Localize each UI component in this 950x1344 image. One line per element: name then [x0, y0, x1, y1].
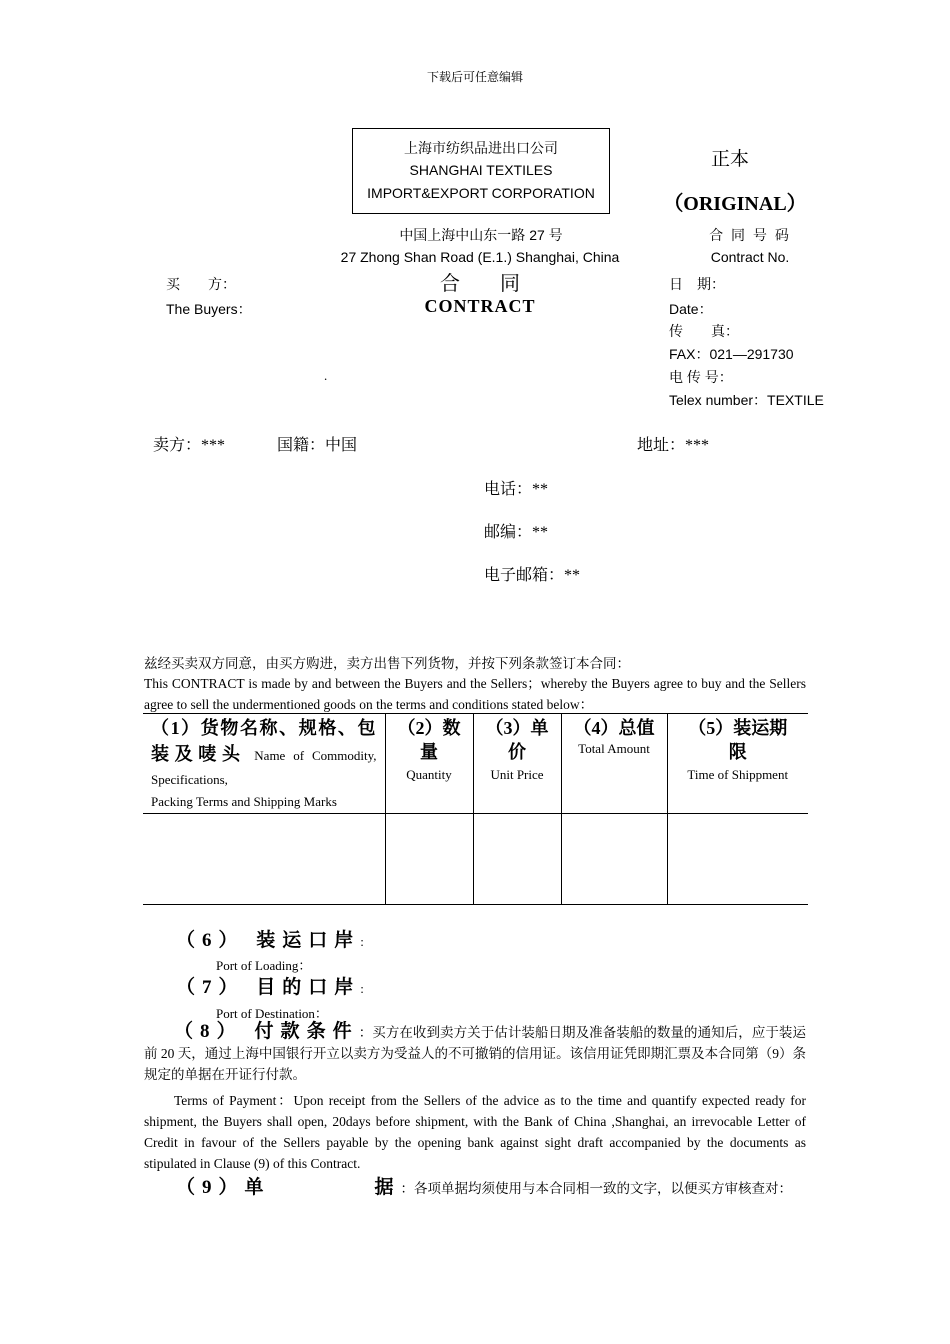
- clause-6-colon: :: [360, 934, 364, 949]
- cell-total-amount[interactable]: [561, 814, 667, 905]
- seller-email: 电子邮箱：**: [484, 567, 581, 584]
- clause-6-en: Port of Loading：: [216, 958, 312, 973]
- contract-no-label-cn: 合 同 号 码: [709, 227, 791, 243]
- buyers-label-cn: 买 方：: [166, 276, 236, 292]
- intro-text-cn: 兹经买卖双方同意，由买方购进，卖方出售下列货物，并按下列条款签订本合同：: [144, 656, 630, 671]
- clause-8-cn: ：买方在收到卖方关于估计装船日期及准备装船的数量的通知后，应于装运前 20 天，通过上海中国银行开立以卖方为受益人的不可撤销的信用证。该信用证凭即期汇票及本合同第（9）条规定的单据在开证行付款。: [144, 1025, 806, 1082]
- col-total-amount-cn: （4）总值: [573, 718, 655, 738]
- cell-quantity[interactable]: [385, 814, 473, 905]
- company-name-en-line2: IMPORT&EXPORT CORPORATION: [367, 185, 595, 201]
- clause-9-title-a: （9）单: [176, 1177, 271, 1198]
- clause-6-title: （6） 装运口岸: [176, 930, 361, 951]
- col-shipment-time-header: [667, 714, 808, 814]
- col-total-amount-en: Total Amount: [578, 741, 650, 756]
- company-letterhead-box: [352, 128, 610, 214]
- clause-8-title: （8） 付款条件: [174, 1021, 359, 1042]
- clause-7-title: （7） 目的口岸: [176, 977, 361, 998]
- seller-postcode: 邮编：**: [484, 524, 549, 541]
- date-label-cn: 日 期：: [669, 276, 725, 292]
- company-address-en: 27 Zhong Shan Road (E.1.) Shanghai, China: [340, 249, 620, 265]
- clause-7-heading: [176, 972, 364, 999]
- stray-dot: .: [324, 368, 328, 383]
- buyers-label-en: The Buyers：: [166, 301, 252, 317]
- fax-number: FAX：021—291730: [669, 346, 794, 362]
- clause-9-heading: [176, 1172, 792, 1199]
- col-quantity-cn: （2）数量: [397, 718, 461, 762]
- col-commodity-en2: Packing Terms and Shipping Marks: [151, 794, 337, 809]
- seller-phone: 电话：**: [484, 481, 549, 498]
- clause-7-colon: :: [360, 981, 364, 996]
- clause-6-heading: [176, 925, 364, 952]
- col-total-amount-header: [561, 714, 667, 814]
- contract-no-label-en: Contract No.: [710, 249, 790, 265]
- col-unit-price-header: [473, 714, 561, 814]
- contract-title-cn: 合 同: [440, 273, 520, 295]
- clause-8-cn-paragraph: [144, 1021, 806, 1085]
- telex-number: Telex number：TEXTILE: [669, 392, 824, 408]
- col-quantity-header: [385, 714, 473, 814]
- seller-name: 卖方：***: [153, 437, 226, 454]
- contract-title-en: CONTRACT: [424, 296, 536, 316]
- clause-9-title-b: 据: [374, 1177, 401, 1198]
- col-commodity-cn: （1）货物名称、规格、包装及唛头: [151, 718, 377, 764]
- clause-7-en: Port of Destination：: [216, 1006, 328, 1021]
- cell-unit-price[interactable]: [473, 814, 561, 905]
- company-address-cn: 中国上海中山东一路 27 号: [399, 227, 563, 243]
- header-note: 下载后可任意编辑: [426, 70, 523, 84]
- goods-table-row: [143, 814, 808, 905]
- intro-text-en: This CONTRACT is made by and between the Buyers and the Sellers；whereby the Buyers agree to buy and the Sellers agree to sell the undermentioned goods on the terms and conditions stated below：: [144, 676, 806, 712]
- date-label-en: Date：: [669, 301, 713, 317]
- col-commodity-header: [143, 714, 385, 814]
- company-name-cn: 上海市纺织品进出口公司: [404, 140, 558, 156]
- original-label-en: （ORIGINAL）: [663, 193, 807, 215]
- goods-table-header-row: [143, 714, 808, 814]
- cell-shipment-time[interactable]: [667, 814, 808, 905]
- fax-label-cn: 传 真：: [669, 323, 739, 339]
- col-shipment-time-cn: （5）装运期限: [688, 718, 788, 762]
- company-name-en-line1: SHANGHAI TEXTILES: [409, 162, 553, 178]
- col-unit-price-cn: （3）单价: [485, 718, 549, 762]
- seller-nationality: 国籍：中国: [277, 437, 358, 454]
- clause-8-en: Terms of Payment：Upon receipt from the Sellers of the advice as to the time and quantify expected ready for shipment, the Buyers shall open, 20days before shipment, with the Bank of China ,Shanghai, an irrevocable Letter of Credit in favour of the Sellers payable by the opening bank against sight draft accompanied by the documents as stipulated in Clause (9) of this Contract.: [144, 1093, 806, 1171]
- cell-commodity[interactable]: [143, 814, 385, 905]
- goods-table: [143, 713, 808, 905]
- original-label-cn: 正本: [710, 149, 749, 170]
- seller-address: 地址：***: [637, 437, 710, 454]
- col-unit-price-en: Unit Price: [490, 767, 544, 782]
- col-quantity-en: Quantity: [406, 767, 452, 782]
- clause-9-cn: ：各项单据均须使用与本合同相一致的文字，以便买方审核查对：: [400, 1181, 793, 1196]
- col-shipment-time-en: Time of Shippment: [687, 767, 789, 782]
- col-commodity-en: Name of Commodity, Specifications,: [151, 748, 377, 787]
- telex-label-cn: 电 传 号：: [669, 369, 733, 385]
